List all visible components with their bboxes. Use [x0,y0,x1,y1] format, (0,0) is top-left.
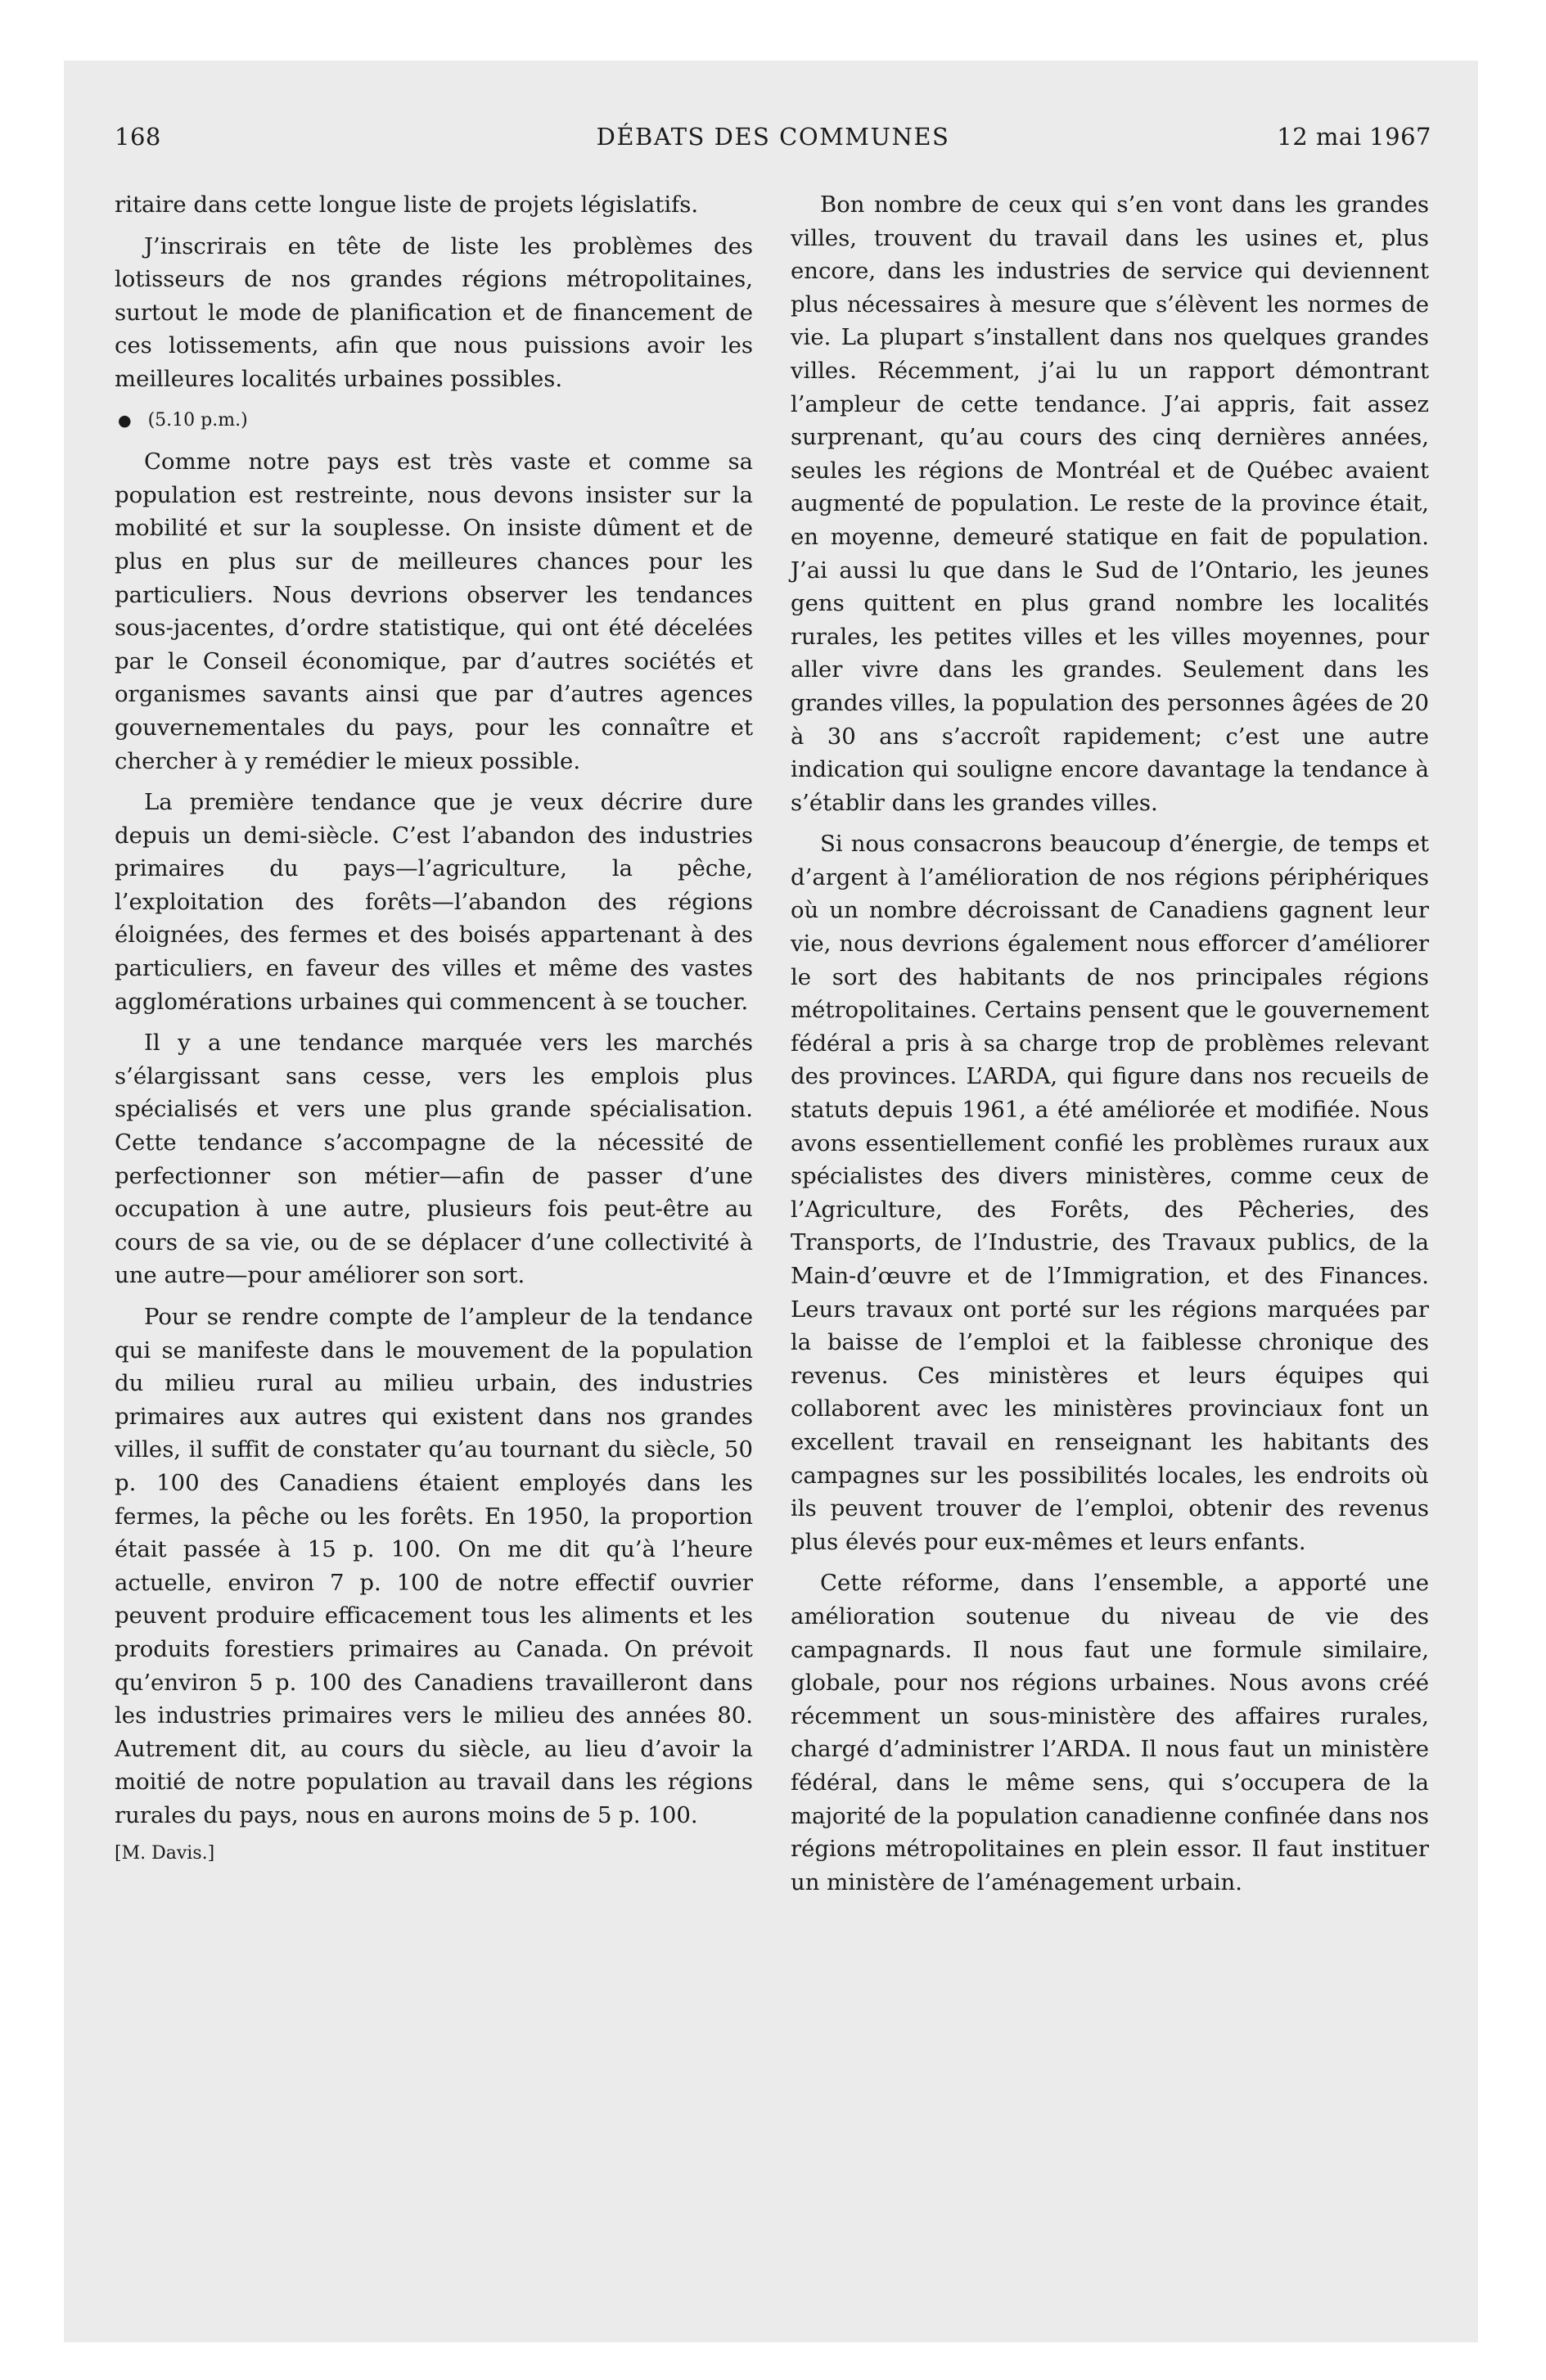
paragraph: Bon nombre de ceux qui s’en vont dans les grandes villes, trouvent du travail dans les usines et, plus encore, dans les industries de service qui deviennent plus nécessaires à mesure que s’élèvent les normes de vie. La plupart s’installent dans nos quelques grandes villes. Récemment, j’ai lu un rapport démontrant l’ampleur de cette tendance. J’ai appris, fait assez surprenant, qu’au cours des cinq dernières années, seules les régions de Montréal et de Québec avaient augmenté de population. Le reste de la province était, en moyenne, demeuré statique en fait de population. J’ai aussi lu que dans le Sud de l’Ontario, les jeunes gens quittent en plus grand nombre les localités rurales, les petites villes et les villes moyennes, pour aller vivre dans les grandes. Seulement dans les grandes villes, la population des personnes âgées de 20 à 30 ans s’accroît rapidement; c’est une autre indication qui souligne encore davantage la tendance à s’établir dans les grandes villes. [791,192,1429,816]
paragraph: Si nous consacrons beaucoup d’énergie, de temps et d’argent à l’amélioration de nos régions périphériques où un nombre décroissant de Canadiens gagnent leur vie, nous devrions également nous efforcer d’améliorer le sort des habitants de nos principales régions métropolitaines. Certains pensent que le gouvernement fédéral a pris à sa charge trop de problèmes relevant des provinces. L’ARDA, qui figure dans nos recueils de statuts depuis 1961, a été améliorée et modifiée. Nous avons essentiellement confié les problèmes ruraux aux spécialistes des divers ministères, comme ceux de l’Agriculture, des Forêts, des Pêcheries, des Transports, de l’Industrie, des Travaux publics, de la Main-d’œuvre et de l’Immigration, et des Finances. Leurs travaux ont porté sur les régions marquées par la baisse de l’emploi et la faiblesse chronique des revenus. Ces ministères et leurs équipes qui collaborent avec les ministères provinciaux font un excellent travail en renseignant les habitants des campagnes sur les possibilités locales, les endroits où ils peuvent trouver de l’emploi, obtenir des revenus plus élevés pour eux-mêmes et leurs enfants. [791,831,1429,1555]
running-title: DÉBATS DES COMMUNES [596,123,950,151]
time-stamp: (5.10 p.m.) [147,409,248,430]
paragraph: La première tendance que je veux décrire dure depuis un demi-siècle. C’est l’abandon des industries primaires du pays—l’agriculture, la pêche, l’exploitation des forêts—l’abandon des régions éloignées, des fermes et des boisés appartenant à des particuliers, en faveur des villes et même des vastes agglomérations urbaines qui commencent à se toucher. [115,789,753,1015]
paragraph: ritaire dans cette longue liste de projets législatifs. [115,192,699,218]
left-column [115,188,753,1870]
page-header [115,123,1431,159]
paragraph: J’inscrirais en tête de liste les problèmes des lotisseurs de nos grandes régions métropolitaines, surtout le mode de planification et de financement de ces lotissements, afin que nous puissions avoir les meilleures localités urbaines possibles. [115,232,753,392]
paragraph: Il y a une tendance marquée vers les marchés s’élargissant sans cesse, vers les emplois plus spécialisés et vers une plus grande spécialisation. Cette tendance s’accompagne de la nécessité de perfectionner son métier—afin de passer d’une occupation à une autre, plusieurs fois peut-être au cours de sa vie, ou de se déplacer d’une collectivité à une autre—pour améliorer son sort. [115,1030,753,1289]
right-column [791,188,1429,1899]
paragraph: Pour se rendre compte de l’ampleur de la tendance qui se manifeste dans le mouvement de la population du milieu rural au milieu urbain, des industries primaires aux autres qui existent dans nos grandes villes, il suffit de constater qu’au tournant du siècle, 50 p. 100 des Canadiens étaient employés dans les fermes, la pêche ou les forêts. En 1950, la proportion était passée à 15 p. 100. On me dit qu’à l’heure actuelle, environ 7 p. 100 de notre effectif ouvrier peuvent produire efficacement tous les aliments et les produits forestiers primaires au Canada. On prévoit qu’environ 5 p. 100 des Canadiens travailleront dans les industries primaires vers le milieu des années 80. Autrement dit, au cours du siècle, au lieu d’avoir la moitié de notre population au travail dans les régions rurales du pays, nous en aurons moins de 5 p. 100. [115,1304,753,1828]
page-number: 168 [115,123,161,151]
time-marker [115,404,753,438]
paragraph: Comme notre pays est très vaste et comme sa population est restreinte, nous devons insister sur la mobilité et sur la souplesse. On insiste dûment et de plus en plus sur de meilleures chances pour les particuliers. Nous devrions observer les tendances sous-jacentes, d’ordre statistique, qui ont été décelées par le Conseil économique, par d’autres sociétés et organismes savants ainsi que par d’autres agences gouvernementales du pays, pour les connaître et chercher à y remédier le mieux possible. [115,449,753,774]
page-date: 12 mai 1967 [1277,123,1431,151]
bullet-icon: ● [118,411,132,430]
speaker-attribution: [M. Davis.] [115,1842,215,1864]
paragraph: Cette réforme, dans l’ensemble, a apporté une amélioration soutenue du niveau de vie des campagnards. Il nous faut une formule similaire, globale, pour nos régions urbaines. Nous avons créé récemment un sous-ministère des affaires rurales, chargé d’administrer l’ARDA. Il nous faut un ministère fédéral, dans le même sens, qui s’occupera de la majorité de la population canadienne confinée dans nos régions métropolitaines en plein essor. Il faut instituer un ministère de l’aménagement urbain. [791,1570,1429,1895]
